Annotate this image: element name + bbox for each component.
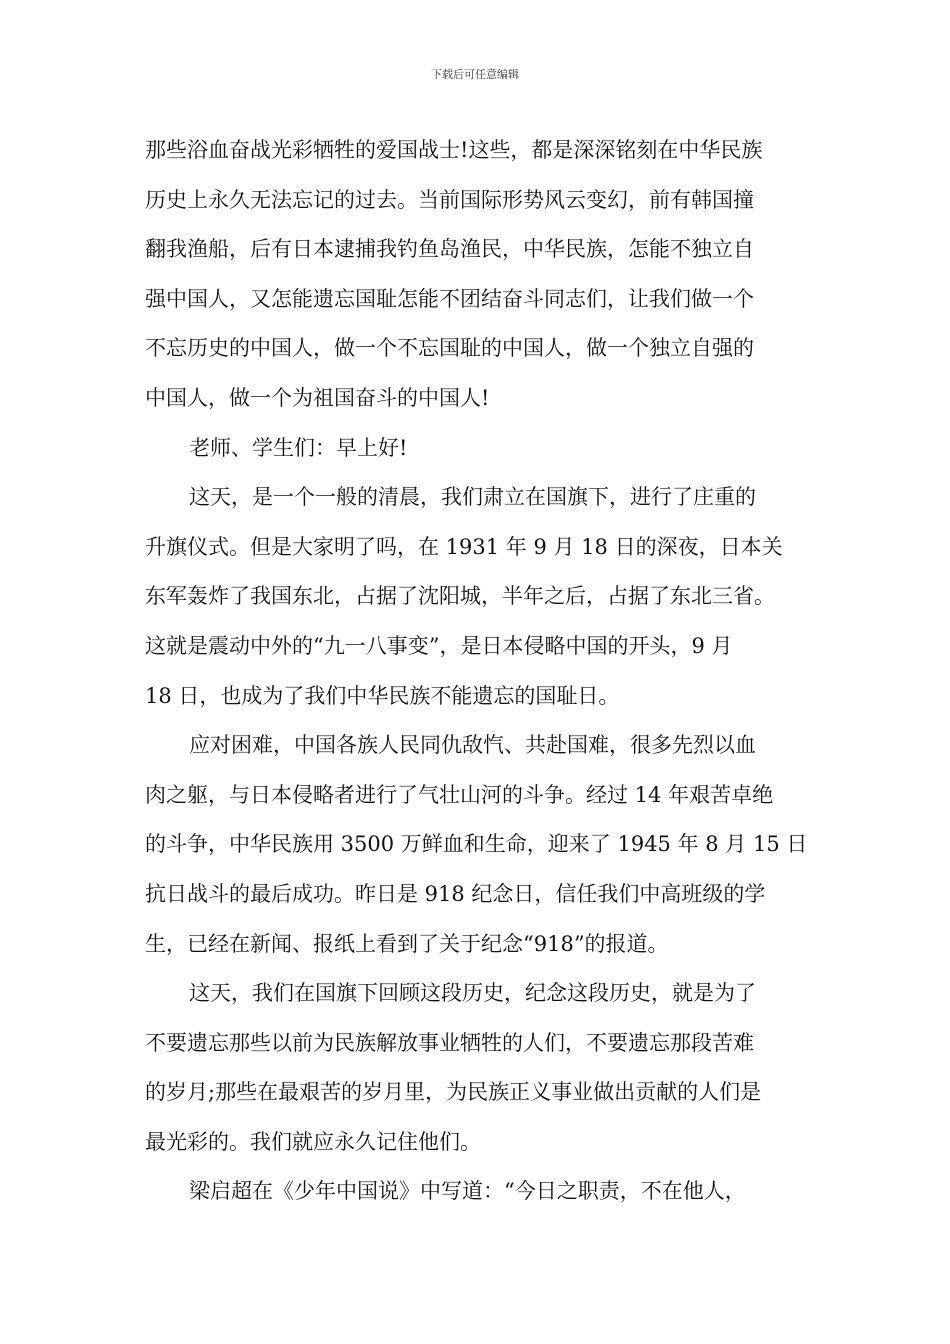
greeting-line: 老师、学生们：早上好! [189, 435, 408, 460]
text-line: 那些浴血奋战光彩牺牲的爱国战士!这些，都是深深铭刻在中华民族 [145, 138, 763, 162]
paragraph-start-line: 这天，是一个一般的清晨，我们肃立在国旗下，进行了庄重的 [189, 485, 756, 510]
text-line: 生，已经在新闻、报纸上看到了关于纪念“918”的报道。 [145, 931, 669, 956]
page-header-note: 下载后可任意编辑 [431, 68, 519, 81]
text-line: 最光彩的。我们就应永久记住他们。 [145, 1129, 481, 1154]
text-line: 升旗仪式。但是大家明了吗，在 1931 年 9 月 18 日的深夜，日本关 [145, 534, 783, 559]
text-line: 抗日战斗的最后成功。昨日是 918 纪念日，信任我们中高班级的学 [145, 881, 766, 906]
text-line: 这就是震动中外的“九一八事变”，是日本侵略中国的开头，9 月 [145, 633, 733, 658]
text-line: 的斗争，中华民族用 3500 万鲜血和生命，迎来了 1945 年 8 月 15 日 [145, 832, 808, 857]
text-line: 肉之躯，与日本侵略者进行了气壮山河的斗争。经过 14 年艰苦卓绝 [145, 782, 774, 807]
paragraph-start-line: 梁启超在《少年中国说》中写道：“今日之职责，不在他人， [189, 1179, 746, 1204]
text-line: 历史上永久无法忘记的过去。当前国际形势风云变幻，前有韩国撞 [145, 187, 754, 212]
paragraph-start-line: 这天，我们在国旗下回顾这段历史，纪念这段历史，就是为了 [189, 981, 756, 1006]
text-line: 翻我渔船，后有日本逮捕我钓鱼岛渔民，中华民族，怎能不独立自 [145, 237, 754, 262]
text-line: 的岁月;那些在最艰苦的岁月里，为民族正义事业做出贡献的人们是 [145, 1080, 762, 1105]
text-line: 不要遗忘那些以前为民族解放事业牺牲的人们，不要遗忘那段苦难 [145, 1030, 754, 1055]
text-line: 中国人，做一个为祖国奋斗的中国人! [145, 385, 490, 410]
text-line: 东军轰炸了我国东北，占据了沈阳城，半年之后，占据了东北三省。 [145, 584, 775, 609]
text-line: 强中国人，又怎能遗忘国耻怎能不团结奋斗同志们，让我们做一个 [145, 286, 754, 311]
document-body [145, 126, 815, 1217]
text-line: 18 日，也成为了我们中华民族不能遗忘的国耻日。 [145, 683, 620, 708]
text-line: 不忘历史的中国人，做一个不忘国耻的中国人，做一个独立自强的 [145, 336, 754, 361]
paragraph-start-line: 应对困难，中国各族人民同仇敌忾、共赴国难，很多先烈以血 [189, 733, 756, 758]
